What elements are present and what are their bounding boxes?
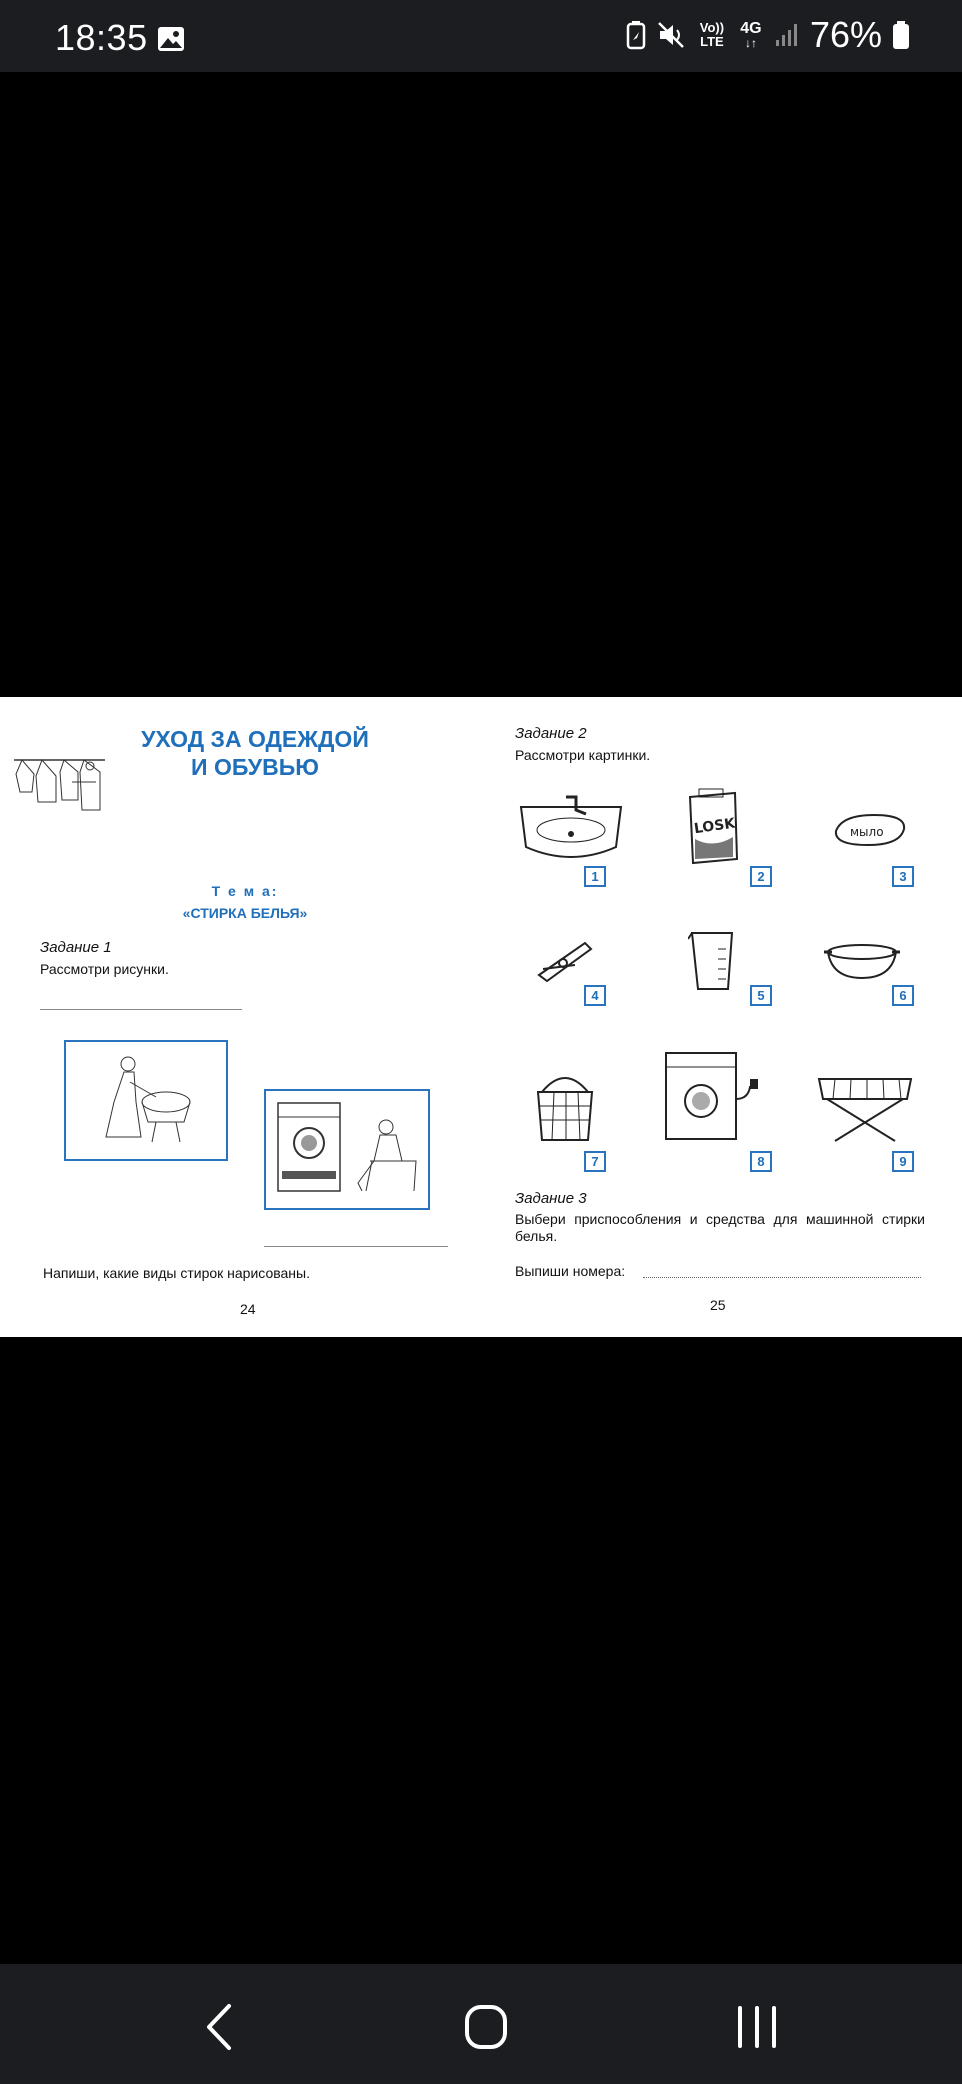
clothes-hanger-illustration — [12, 752, 107, 817]
status-bar — [0, 0, 962, 72]
measuring-cup-icon — [688, 929, 738, 993]
item-number-5: 5 — [750, 985, 772, 1006]
page-number-left: 24 — [240, 1301, 256, 1317]
status-time: 18:35 — [55, 17, 148, 58]
answer-line-1 — [40, 1009, 242, 1010]
detergent-label: LOSK — [693, 815, 737, 838]
volte-label: Vo)) LTE — [699, 20, 725, 49]
soap-label: мыло — [850, 825, 884, 839]
item-number-9: 9 — [892, 1151, 914, 1172]
drying-rack-icon — [815, 1069, 915, 1144]
machine-wash-picture — [264, 1089, 430, 1210]
task3-title: Задание 3 — [515, 1190, 587, 1207]
task2-title: Задание 2 — [515, 725, 587, 742]
left-page — [0, 697, 470, 1337]
workbook-spread-image[interactable] — [0, 697, 962, 1337]
task2-text: Рассмотри картинки. — [515, 747, 651, 763]
chapter-title-line1: УХОД ЗА ОДЕЖДОЙ — [141, 726, 369, 752]
volte-icon — [696, 21, 728, 49]
battery-percent: 76% — [809, 14, 882, 55]
laundry-basket-icon — [530, 1062, 600, 1144]
clothespin-icon — [535, 935, 595, 985]
topic-value: «СТИРКА БЕЛЬЯ» — [182, 905, 308, 921]
status-icons — [626, 14, 910, 56]
item-number-3: 3 — [892, 866, 914, 887]
chapter-title-line2: И ОБУВЬЮ — [191, 754, 319, 780]
right-page — [480, 697, 962, 1337]
gallery-icon — [157, 26, 185, 52]
battery-saver-icon — [626, 20, 646, 50]
item-number-7: 7 — [584, 1151, 606, 1172]
item-number-2: 2 — [750, 866, 772, 887]
network-label: 4G — [740, 20, 762, 37]
page-number-right: 25 — [710, 1297, 726, 1313]
item-number-6: 6 — [892, 985, 914, 1006]
home-icon[interactable] — [451, 1992, 521, 2062]
write-numbers-label: Выпиши номера: — [515, 1263, 626, 1279]
hand-wash-picture — [64, 1040, 228, 1161]
soap-icon — [830, 809, 910, 851]
topic-label: Т е м а: — [211, 883, 279, 899]
task1-question: Напиши, какие виды стирок нарисованы. — [43, 1265, 310, 1281]
washing-machine-icon — [662, 1049, 762, 1145]
basin-icon — [822, 942, 902, 984]
battery-icon — [892, 20, 910, 50]
mute-vibrate-icon — [656, 20, 686, 50]
network-4g-icon: 4G ↓↑ — [740, 20, 762, 50]
answer-line-3 — [643, 1277, 921, 1278]
navigation-bar — [0, 1964, 962, 2084]
chapter-title — [95, 725, 415, 781]
signal-icon — [774, 22, 800, 48]
item-number-1: 1 — [584, 866, 606, 887]
detergent-box-icon — [685, 787, 740, 867]
sink-icon — [516, 792, 626, 867]
item-number-8: 8 — [750, 1151, 772, 1172]
task1-text: Рассмотри рисунки. — [40, 961, 169, 977]
task1-title: Задание 1 — [40, 939, 112, 956]
woman-washing-by-hand-icon — [66, 1042, 226, 1159]
item-number-4: 4 — [584, 985, 606, 1006]
recents-icon[interactable] — [722, 1992, 792, 2062]
task3-text: Выбери приспособления и средства для машинной стирки белья. — [515, 1211, 925, 1244]
woman-with-washing-machine-icon — [266, 1091, 428, 1208]
answer-line-2 — [264, 1246, 448, 1247]
back-icon[interactable] — [185, 1992, 255, 2062]
